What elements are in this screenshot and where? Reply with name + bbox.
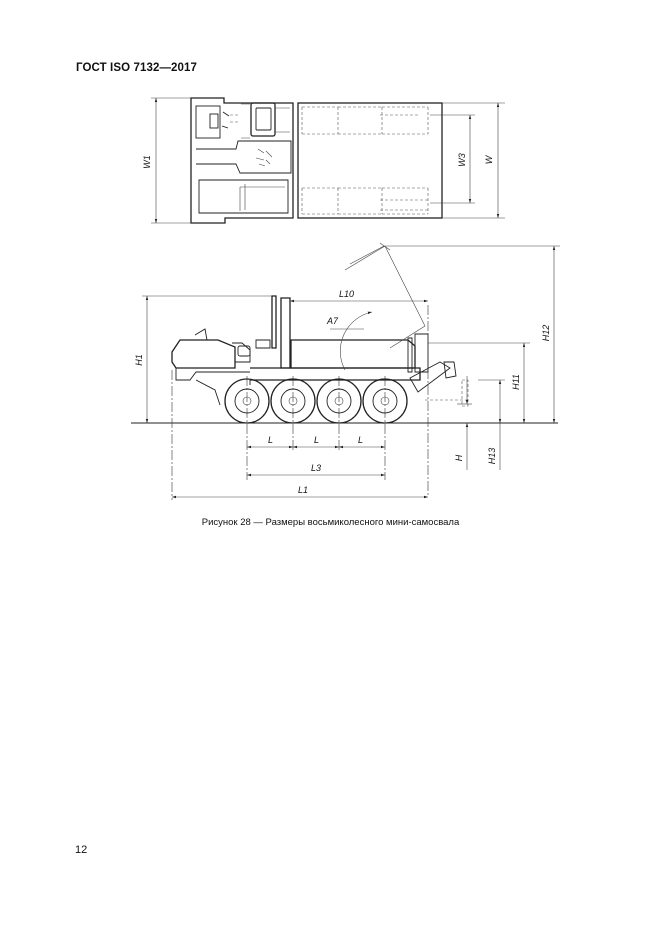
dim-label-h13: H13 xyxy=(487,447,497,465)
dim-label-h11: H11 xyxy=(511,374,521,390)
dim-label-a7: A7 xyxy=(327,316,339,326)
side-view xyxy=(131,243,560,500)
dim-label-w3: W3 xyxy=(457,153,467,167)
dim-label-l-3: L xyxy=(358,435,364,445)
wheels xyxy=(225,379,407,423)
dim-label-l3: L3 xyxy=(311,463,322,473)
dim-label-l10: L10 xyxy=(339,289,355,299)
dim-label-h: H xyxy=(454,454,464,462)
dim-label-l-1: L xyxy=(268,435,274,445)
dim-label-l1: L1 xyxy=(298,485,309,495)
top-view xyxy=(142,98,505,223)
dim-label-w: W xyxy=(484,155,494,165)
dim-label-l-2: L xyxy=(314,435,320,445)
dim-label-h12: H12 xyxy=(541,324,551,342)
document-code: ГОСТ ISO 7132—2017 xyxy=(76,62,198,74)
dim-label-w1: W1 xyxy=(142,155,152,169)
dim-label-h1: H1 xyxy=(134,354,144,366)
page-number: 12 xyxy=(75,844,88,856)
figure-caption: Рисунок 28 — Размеры восьмиколесного мини-самосвала xyxy=(201,517,460,528)
